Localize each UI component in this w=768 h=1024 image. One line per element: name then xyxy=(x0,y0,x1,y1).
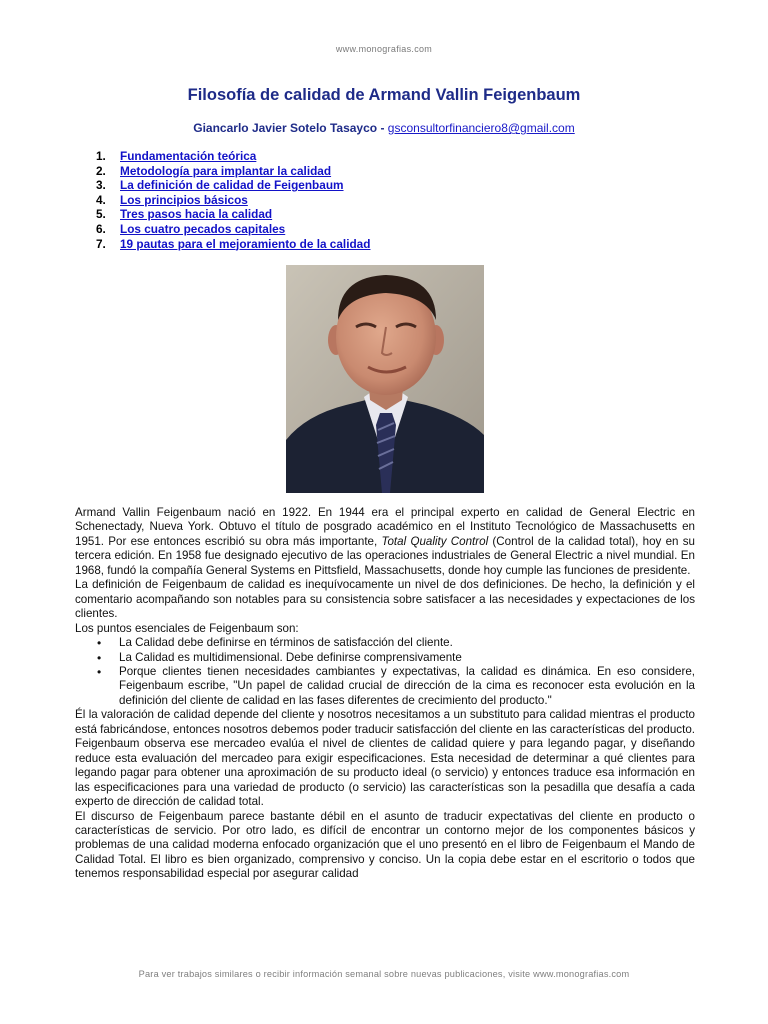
page-title: Filosofía de calidad de Armand Vallin Feigenbaum xyxy=(187,86,581,104)
toc-number: 7. xyxy=(96,236,106,251)
paragraph-definition: La definición de Feigenbaum de calidad es inequívocamente un nivel de dos definiciones. De hecho, la definición y el comentario acompañando son notables para su consistencia sobre satisfacer a las necesidades y expectaciones de los clientes. xyxy=(75,578,695,621)
table-of-contents xyxy=(96,149,370,251)
footer-notice: Para ver trabajos similares o recibir información semanal sobre nuevas publicaciones, visite www.monografias.com xyxy=(138,969,630,979)
toc-item xyxy=(96,193,370,208)
toc-link-tres-pasos[interactable]: Tres pasos hacia la calidad xyxy=(120,207,273,222)
man-portrait-photo xyxy=(286,265,484,493)
list-item: • La Calidad debe definirse en términos de satisfacción del cliente. xyxy=(119,636,695,650)
bio-text-2: (Control de la calidad total), hoy en su tercera edición. En 1958 fue designado ejecutivo de las operaciones industriales de General Electric a nivel mundial. En 1968, fundó la compañía General Systems en Pittsfield, Massachusetts, donde hoy cumple las funciones de presidente. xyxy=(75,534,695,577)
toc-link-definicion[interactable]: La definición de calidad de Feigenbaum xyxy=(120,178,344,193)
header-url: www.monografias.com xyxy=(335,44,433,54)
toc-item xyxy=(96,164,370,179)
toc-item xyxy=(96,149,370,164)
toc-item xyxy=(96,237,370,252)
toc-number: 3. xyxy=(96,178,106,193)
toc-number: 4. xyxy=(96,192,106,207)
toc-link-pautas[interactable]: 19 pautas para el mejoramiento de la calidad xyxy=(120,236,371,251)
paragraph-bio xyxy=(75,506,695,578)
toc-number: 1. xyxy=(96,149,106,163)
toc-number: 2. xyxy=(96,163,106,178)
toc-link-metodologia[interactable]: Metodología para implantar la calidad xyxy=(120,163,332,178)
essential-points-list xyxy=(75,636,695,708)
toc-number: 5. xyxy=(96,207,106,222)
toc-link-principios[interactable]: Los principios básicos xyxy=(120,192,248,207)
list-item: • La Calidad es multidimensional. Debe definirse comprensivamente xyxy=(119,651,695,665)
article-body xyxy=(75,506,695,882)
toc-item xyxy=(96,222,370,237)
author-separator: - xyxy=(377,121,388,135)
toc-link-fundamentacion[interactable]: Fundamentación teórica xyxy=(120,149,257,163)
toc-number: 6. xyxy=(96,221,106,236)
toc-item xyxy=(96,178,370,193)
author-name: Giancarlo Javier Sotelo Tasayco xyxy=(193,121,378,135)
paragraph-valuation: Él la valoración de calidad depende del cliente y nosotros necesitamos a un substituto para calidad mientras el producto está fabricándose, entonces nosotros debemos poder traducir satisfacción del cliente en las características del producto. Feigenbaum observa ese mercadeo evalúa el nivel de clientes de calidad quiere y para legando pagar, y diseñando reduce esta evaluación del mercadeo para exigir especificaciones. Esta necesidad de determinar a qué clientes para legando pagar para obtener una aproximación de su producto ideal (o servicio) y entonces traduce esa información en las especificaciones para una variedad de producto (o servicio) las características son la pesadilla que desafía a cada experto de dirección de calidad total. xyxy=(75,708,695,809)
toc-link-pecados[interactable]: Los cuatro pecados capitales xyxy=(120,221,286,236)
list-item: • Porque clientes tienen necesidades cambiantes y expectativas, la calidad es dinámica. En eso considere, Feigenbaum escribe, "Un papel de calidad crucial de dirección de la cima es reconocer esta evolución en la definición del cliente de calidad en las fases diferentes de crecimiento del producto." xyxy=(119,665,695,708)
portrait-illustration xyxy=(286,265,484,493)
paragraph-discourse: El discurso de Feigenbaum parece bastante débil en el asunto de traducir expectativas del cliente en producto o características de servicio. Por otro lado, es difícil de encontrar un contorno mejor de los componentes básicos y problemas de una calidad moderna enfocado organización que el uno presentó en el libro de Feigenbaum el Mando de Calidad Total. El libro es bien organizado, comprensivo y conciso. Un la copia debe estar en el escritorio o todos que tenemos responsabilidad especial por asegurar calidad xyxy=(75,809,695,881)
author-email-link[interactable]: gsconsultorfinanciero8@gmail.com xyxy=(387,121,575,135)
bio-text-1: Armand Vallin Feigenbaum nació en 1922. En 1944 era el principal experto en calidad de General Electric en Schenectady, Nueva York. Obtuvo el título de posgrado académico en el Instituto Tecnológico de Massachusetts en 1951. Por ese entonces escribió su obra más importante, xyxy=(75,506,695,548)
paragraph-points-intro: Los puntos esenciales de Feigenbaum son: xyxy=(75,621,299,635)
book-title: Total Quality Control xyxy=(381,534,489,548)
toc-item xyxy=(96,207,370,222)
author-line xyxy=(0,121,768,135)
